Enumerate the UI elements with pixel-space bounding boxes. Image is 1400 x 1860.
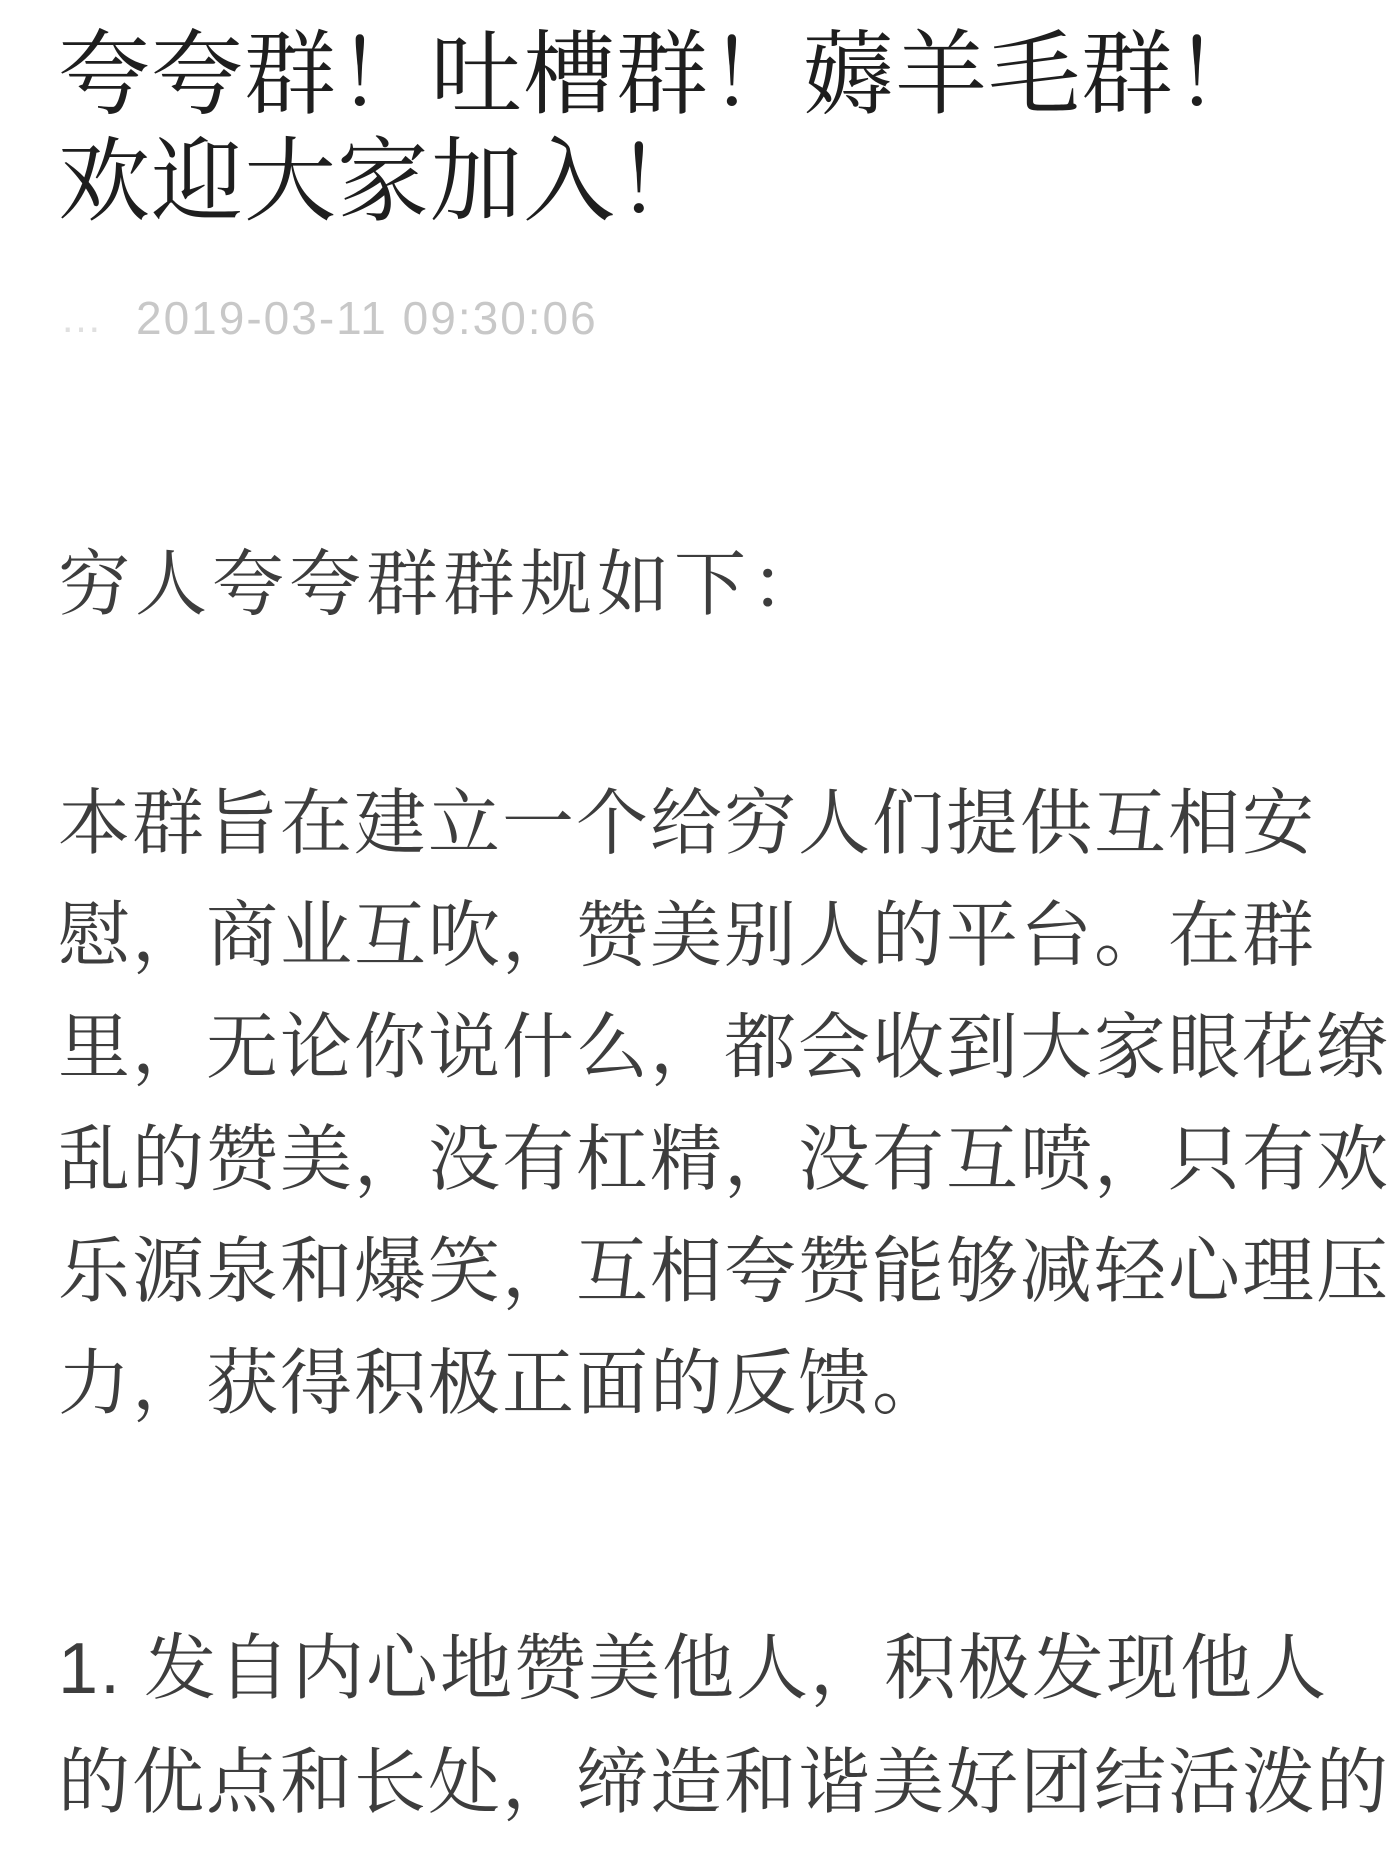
group-rules-intro: 穷人夸夸群群规如下： (58, 545, 829, 625)
paragraph-line: 乐源泉和爆笑，互相夸赞能够减轻心理压 (58, 1232, 1391, 1312)
paragraph-line: 慰，商业互吹，赞美别人的平台。在群 (58, 896, 1317, 976)
paragraph-line: 力，获得积极正面的反馈。 (58, 1344, 947, 1424)
post-timestamp: 2019-03-11 09:30:06 (136, 292, 598, 344)
rule-item-1 (58, 1612, 1391, 1840)
post-title (58, 22, 1342, 236)
paragraph-line: 里，无论你说什么，都会收到大家眼花缭 (58, 1008, 1391, 1088)
post-title-line-1: 夸夸群！吐槽群！薅羊毛群！ (58, 24, 1268, 126)
rule-line: 1. 发自内心地赞美他人，积极发现他人 (58, 1629, 1329, 1709)
post-meta-row (58, 290, 1342, 346)
group-description-paragraph (58, 768, 1391, 1440)
ellipsis-icon: … (60, 294, 100, 341)
paragraph-line: 本群旨在建立一个给穷人们提供互相安 (58, 784, 1317, 864)
paragraph-line: 乱的赞美，没有杠精，没有互喷，只有欢 (58, 1120, 1391, 1200)
post-title-line-2: 欢迎大家加入！ (58, 131, 710, 233)
rule-line: 的优点和长处，缔造和谐美好团结活泼的 (58, 1743, 1391, 1823)
